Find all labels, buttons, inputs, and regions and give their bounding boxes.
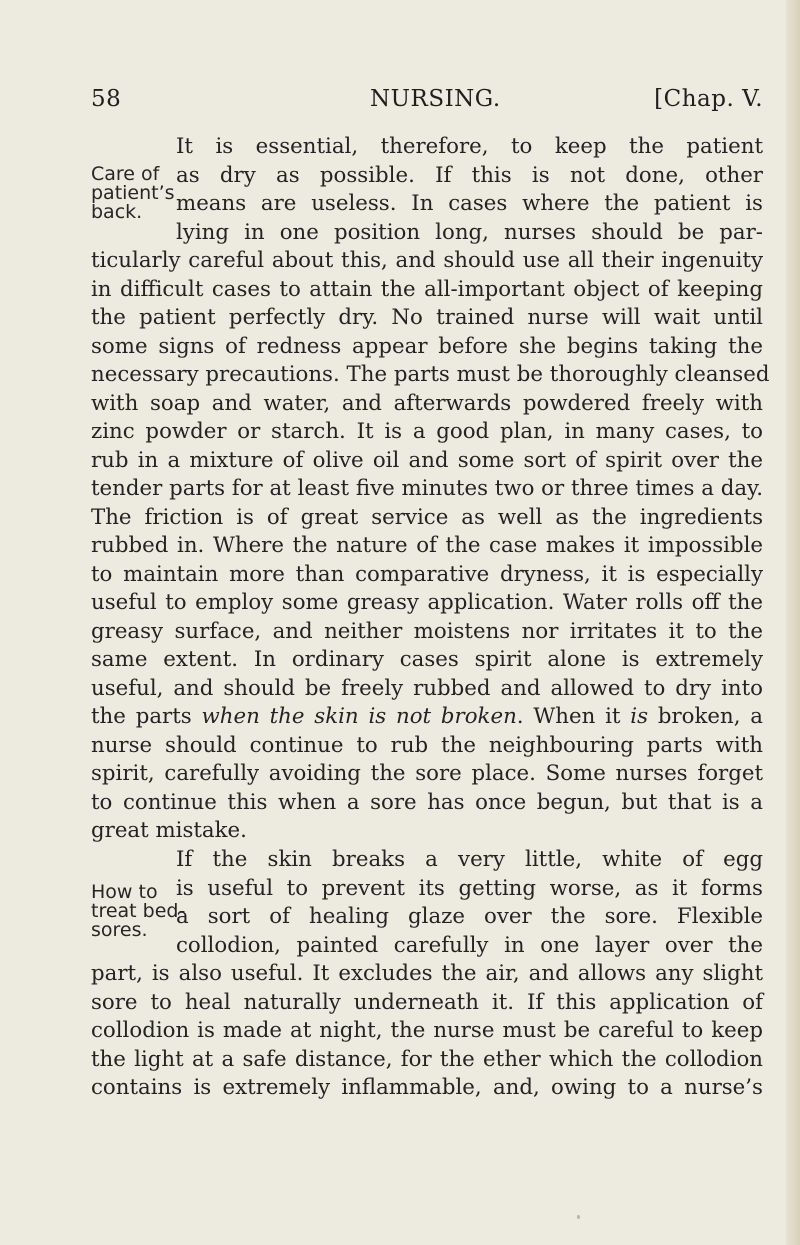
sidenote-line: sores. [91, 919, 148, 941]
sidenote-bed-sores [91, 883, 185, 940]
emphasis: is [630, 704, 649, 729]
sidenote-line: back. [91, 201, 143, 223]
page-edge [786, 0, 800, 1245]
text-line: as dry as possible. If this is not done, other [176, 162, 763, 188]
text-line: some signs of redness appear before she begins taking the [91, 333, 763, 359]
text-line: great mistake. [91, 818, 247, 843]
text-line: collodion is made at night, the nurse must be careful to keep [91, 1018, 763, 1043]
text-line: is useful to prevent its getting worse, as it forms [176, 875, 763, 901]
text-line: collodion, painted carefully in one layer over the [176, 932, 763, 958]
text-line: sore to heal naturally underneath it. If this application of [91, 989, 763, 1015]
sidenote-line: Care of [91, 163, 160, 185]
text-line: the parts when the skin is not broken. When it is broken, a [91, 704, 763, 729]
emphasis: when the skin is not broken [201, 704, 517, 729]
text-line: It is essential, therefore, to keep the patient [176, 134, 763, 159]
text-line: rub in a mixture of olive oil and some sort of spirit over the [91, 447, 763, 473]
text-line: necessary precautions. The parts must be thoroughly cleansed [91, 362, 770, 387]
text-line: useful, and should be freely rubbed and allowed to dry into [91, 675, 763, 701]
page-number: 58 [91, 86, 122, 112]
text-line: nurse should continue to rub the neighbouring parts with [91, 732, 763, 758]
text-line: with soap and water, and afterwards powdered freely with [91, 390, 763, 416]
text-line: same extent. In ordinary cases spirit alone is extremely [91, 647, 763, 672]
text-line: to continue this when a sore has once begun, but that is a [91, 789, 763, 815]
text-line: zinc powder or starch. It is a good plan, in many cases, to [91, 419, 763, 444]
paper-speck [577, 1215, 580, 1219]
text-line: useful to employ some greasy application. Water rolls off the [91, 590, 763, 615]
text-line: part, is also useful. It excludes the air, and allows any slight [91, 961, 763, 986]
text-line: the light at a safe distance, for the ether which the collodion [91, 1046, 763, 1072]
text-line: contains is extremely inflammable, and, owing to a nurse’s [91, 1075, 763, 1100]
sidenote-line: treat bed- [91, 900, 186, 922]
text-line: The friction is of great service as well as the ingredients [91, 504, 763, 530]
text-line: tender parts for at least five minutes two or three times a day. [91, 476, 764, 501]
text-line: a sort of healing glaze over the sore. Flexible [176, 904, 763, 929]
text-line: means are useless. In cases where the patient is [176, 191, 763, 216]
sidenote-line: How to [91, 881, 158, 903]
text-line: rubbed in. Where the nature of the case makes it impossible [91, 533, 763, 558]
text-line: If the skin breaks a very little, white of egg [176, 847, 763, 872]
text-line: to maintain more than comparative dryness, it is especially [91, 561, 763, 587]
sidenote-care-of-back [91, 165, 175, 222]
sidenote-line: patient’s [91, 182, 175, 204]
text-line: greasy surface, and neither moistens nor irritates it to the [91, 618, 763, 644]
text-line: in difficult cases to attain the all-important object of keeping [91, 276, 763, 302]
chapter-label: [Chap. V. [654, 86, 763, 112]
text-line: the patient perfectly dry. No trained nurse will wait until [91, 305, 763, 330]
text-line: spirit, carefully avoiding the sore place. Some nurses forget [91, 761, 763, 786]
running-head [91, 86, 763, 116]
text-line: lying in one position long, nurses should be par- [176, 219, 763, 245]
running-title: NURSING. [370, 86, 501, 112]
text-line: ticularly careful about this, and should use all their ingenuity [91, 248, 763, 273]
